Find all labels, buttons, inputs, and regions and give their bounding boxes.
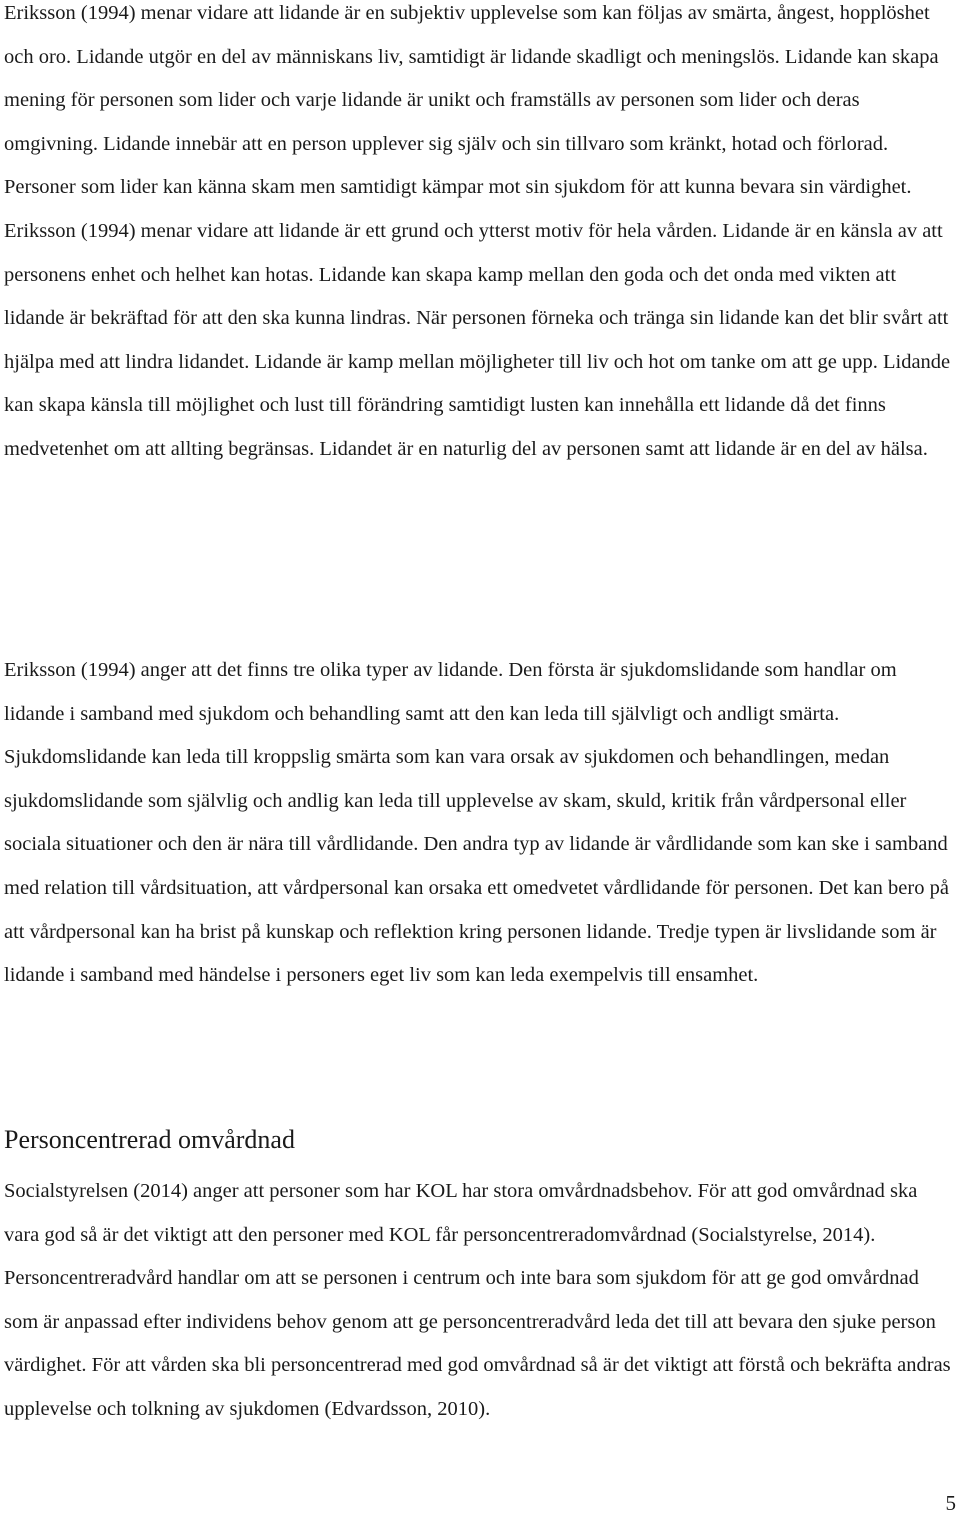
- paragraph-person-centered-care: Socialstyrelsen (2014) anger att personer som har KOL har stora omvårdnadsbehov. För att god omvårdnad ska vara god så är det viktigt att den personer med KOL får personcentreradomvårdnad (Socialstyrelse, 2014). Personcentreradvård handlar om att se personen i centrum och inte bara som sjukdom för att ge god omvårdnad som är anpassad efter individens behov genom att ge personcentreradvård leda det till att bevara den sjuke person värdighet. För att vården ska bli personcentrerad med god omvårdnad så är det viktigt att förstå och bekräfta andras upplevelse och tolkning av sjukdomen (Edvardsson, 2010).: [4, 1180, 951, 1420]
- page-number: 5: [945, 1491, 956, 1515]
- paragraph-suffering-definition: Eriksson (1994) menar vidare att lidande är en subjektiv upplevelse som kan följas av smärta, ångest, hopplöshet och oro. Lidande utgör en del av människans liv, samtidigt är lidande skadligt och meningslös. Lidande kan skapa mening för personen som lider och varje lidande är unikt och framställs av personen som lider och deras omgivning. Lidande innebär att en person upplever sig själv och sin tillvaro som kränkt, hotad och förlorad. Personer som lider kan känna skam men samtidigt kämpar mot sin sjukdom för att kunna bevara sin värdighet. Eriksson (1994) menar vidare att lidande är ett grund och ytterst motiv för hela vården. Lidande är en känsla av att personens enhet och helhet kan hotas. Lidande kan skapa kamp mellan den goda och det onda med vikten att lidande är bekräftad för att den ska kunna lindras. När personen förneka och tränga sin lidande kan det blir svårt att hjälpa med att lindra lidandet. Lidande är kamp mellan möjligheter till liv och hot om tanke om att ge upp. Lidande kan skapa känsla till möjlighet och lust till förändring samtidigt lusten kan innehålla ett lidande då det finns medvetenhet om att allting begränsas. Lidandet är en naturlig del av personen samt att lidande är en del av hälsa.: [4, 2, 951, 460]
- section-heading: Personcentrerad omvårdnad: [4, 1125, 295, 1154]
- paragraph-suffering-types: Eriksson (1994) anger att det finns tre olika typer av lidande. Den första är sjukdomslidande som handlar om lidande i samband med sjukdom och behandling samt att den kan leda till självligt och andligt smärta. Sjukdomslidande kan leda till kroppslig smärta som kan vara orsak av sjukdomen och behandlingen, medan sjukdomslidande som självlig och andlig kan leda till upplevelse av skam, skuld, kritik från vårdpersonal eller sociala situationer och den är nära till vårdlidande. Den andra typ av lidande är vårdlidande som kan ske i samband med relation till vårdsituation, att vårdpersonal kan orsaka ett omedvetet vårdlidande för personen. Det kan bero på att vårdpersonal kan ha brist på kunskap och reflektion kring personen lidande. Tredje typen är livslidande som är lidande i samband med händelse i personers eget liv som kan leda exempelvis till ensamhet.: [4, 659, 949, 987]
